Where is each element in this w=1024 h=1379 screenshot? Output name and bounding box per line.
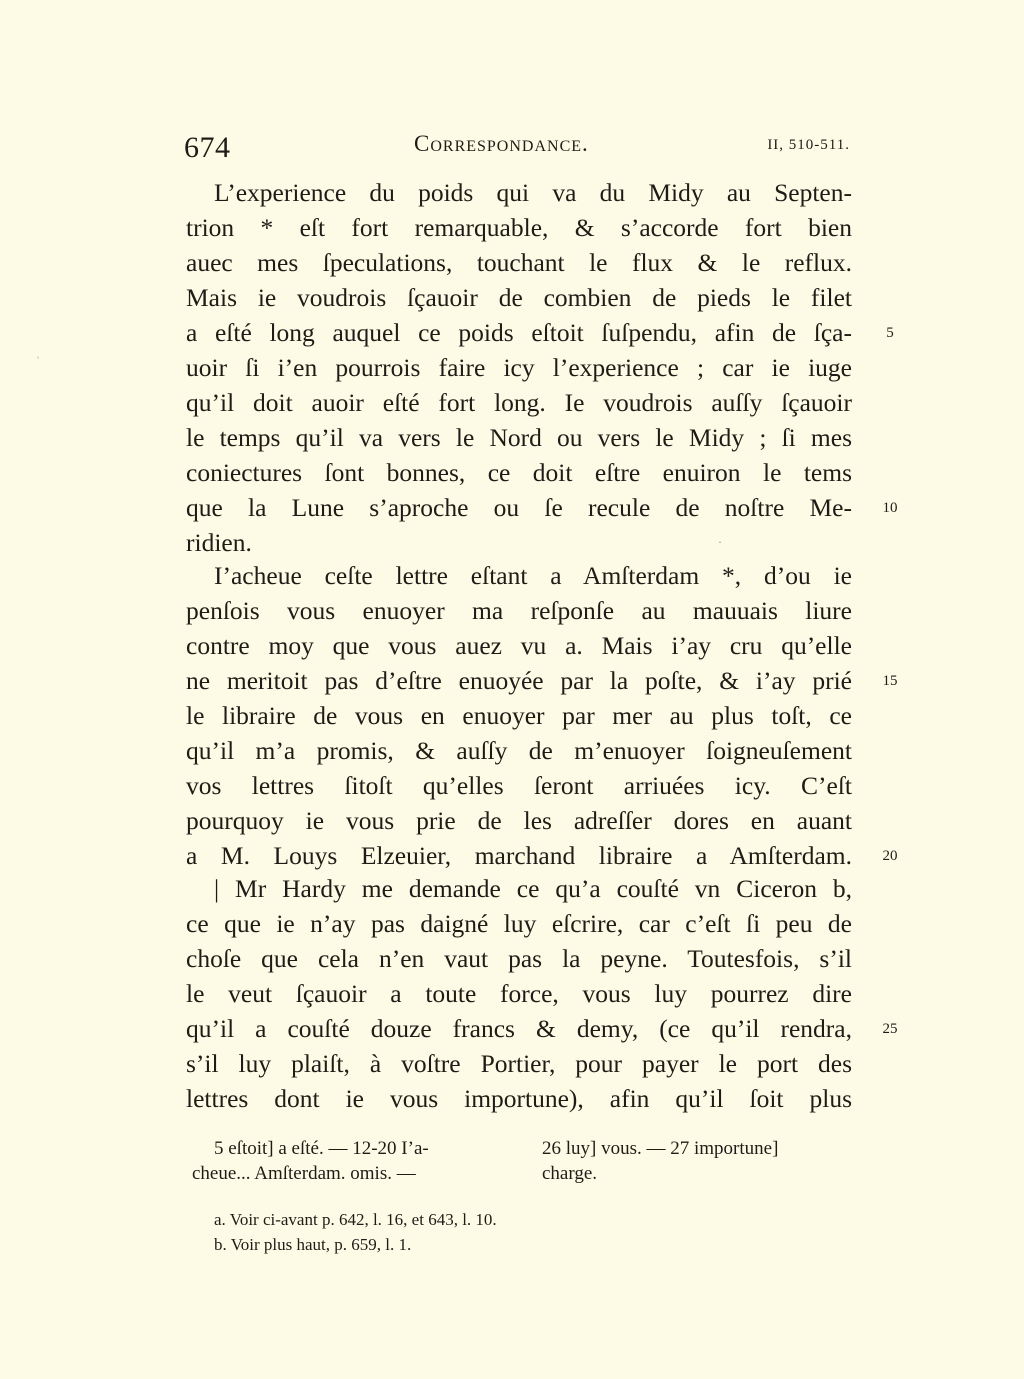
apparatus-line: 5 eſtoit] a eſté. — 12-20 I’a-: [214, 1138, 429, 1159]
text-line: lettres dont ie vous importune), afin qu’il ſoit plus: [186, 1084, 852, 1113]
line-number: 10: [882, 500, 898, 516]
text-line: le temps qu’il va vers le Nord ou vers le Midy ; ſi mes: [186, 423, 852, 452]
text-line: vos lettres ſitoſt qu’elles ſeront arriuées icy. C’eſt: [186, 771, 852, 800]
footnote: b. Voir plus haut, p. 659, l. 1.: [214, 1235, 412, 1254]
text-line: a eſté long auquel ce poids eſtoit ſuſpendu, afin de ſça-: [186, 318, 852, 347]
text-line: trion * eſt fort remarquable, & s’accorde fort bien: [186, 213, 852, 242]
text-line: choſe que cela n’en vaut pas la peyne. Toutesfois, s’il: [186, 944, 852, 973]
running-head: Correspondance.: [414, 131, 589, 156]
text-line: que la Lune s’aproche ou ſe recule de noſtre Me-: [186, 493, 852, 522]
text-line: Mais ie voudrois ſçauoir de combien de pieds le filet: [186, 283, 852, 312]
text-line: s’il luy plaiſt, à voſtre Portier, pour payer le port des: [186, 1049, 852, 1078]
text-line: L’experience du poids qui va du Midy au Septen-: [214, 178, 852, 207]
line-number: 25: [882, 1021, 898, 1037]
text-line: penſois vous enuoyer ma reſponſe au mauuais liure: [186, 596, 852, 625]
apparatus-line: charge.: [542, 1163, 598, 1184]
text-line: | Mr Hardy me demande ce qu’a couſté vn Ciceron b,: [214, 874, 852, 903]
text-speck: ·: [718, 535, 722, 549]
text-line: ne meritoit pas d’eſtre enuoyée par la poſte, & i’ay prié: [186, 666, 852, 695]
text-line: ridien.: [186, 528, 252, 557]
text-line: coniectures ſont bonnes, ce doit eſtre enuiron le tems: [186, 458, 852, 487]
text-line: I’acheue ceſte lettre eſtant a Amſterdam *, d’ou ie: [214, 561, 852, 590]
section-reference: II, 510-511.: [767, 137, 850, 153]
apparatus-line: cheue... Amſterdam. omis. —: [192, 1163, 416, 1184]
page-number: 674: [184, 131, 231, 164]
footnote: a. Voir ci-avant p. 642, l. 16, et 643, l. 10.: [214, 1210, 497, 1229]
text-line: auec mes ſpeculations, touchant le flux & le reflux.: [186, 248, 852, 277]
text-line: le libraire de vous en enuoyer par mer au plus toſt, ce: [186, 701, 852, 730]
text-line: qu’il doit auoir eſté fort long. Ie voudrois auſſy ſçauoir: [186, 388, 852, 417]
page-header: [184, 128, 854, 168]
text-line: pourquoy ie vous prie de les adreſſer dores en auant: [186, 806, 852, 835]
line-number: 15: [882, 673, 898, 689]
text-line: contre moy que vous auez vu a. Mais i’ay cru qu’elle: [186, 631, 852, 660]
margin-speck: ˌ: [36, 345, 40, 359]
text-line: uoir ſi i’en pourrois faire icy l’experience ; car ie iuge: [186, 353, 852, 382]
text-line: a M. Louys Elzeuier, marchand libraire a Amſterdam.: [186, 841, 852, 870]
line-number: 5: [886, 325, 894, 341]
text-line: ce que ie n’ay pas daigné luy eſcrire, car c’eſt ſi peu de: [186, 909, 852, 938]
text-line: qu’il a couſté douze francs & demy, (ce qu’il rendra,: [186, 1014, 852, 1043]
text-line: qu’il m’a promis, & auſſy de m’enuoyer ſoigneuſement: [186, 736, 852, 765]
apparatus-line: 26 luy] vous. — 27 importune]: [542, 1138, 779, 1159]
line-number: 20: [882, 848, 898, 864]
text-line: le veut ſçauoir a toute force, vous luy pourrez dire: [186, 979, 852, 1008]
